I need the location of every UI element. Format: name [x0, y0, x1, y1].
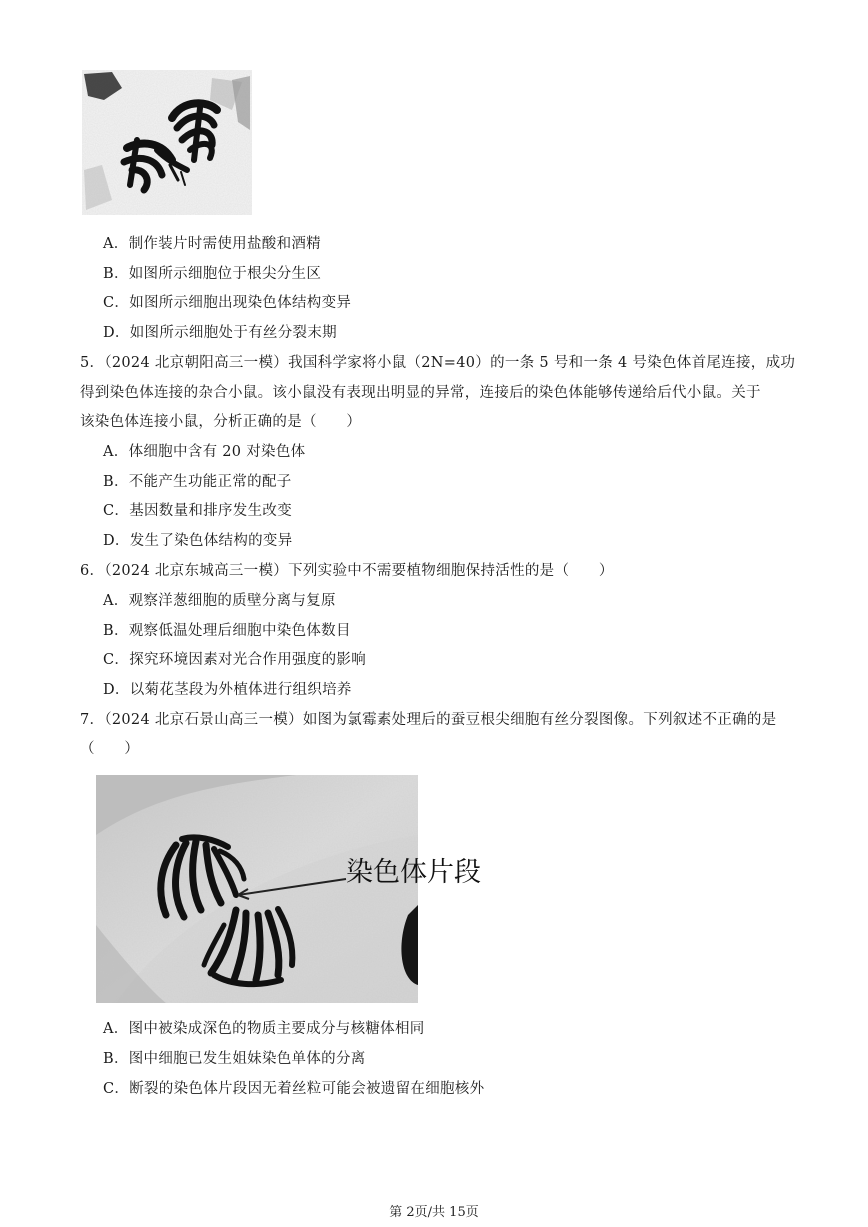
option-d: D．如图所示细胞处于有丝分裂末期: [103, 325, 337, 341]
q5-stem-line: 5．（2024 北京朝阳高三一模）我国科学家将小鼠（2N=40）的一条 5 号和一条 4 号染色体首尾连接，成功: [80, 355, 796, 371]
q7-stem-line: （ ）: [80, 741, 140, 757]
q7-option-c: C．断裂的染色体片段因无着丝粒可能会被遗留在细胞核外: [103, 1081, 485, 1097]
q6-option-b: B．观察低温处理后细胞中染色体数目: [103, 623, 351, 639]
q7-stem-line: 7．（2024 北京石景山高三一模）如图为氯霉素处理后的蚕豆根尖细胞有丝分裂图像。下列叙述不正确的是: [80, 712, 777, 728]
q6-option-c: C．探究环境因素对光合作用强度的影响: [103, 652, 366, 668]
q5-option-c: C．基因数量和排序发生改变: [103, 503, 292, 519]
figure-annotation-label: 染色体片段: [346, 857, 481, 888]
option-b: B．如图所示细胞位于根尖分生区: [103, 266, 322, 282]
chromosome-micrograph-1: [82, 70, 252, 215]
option-c: C．如图所示细胞出现染色体结构变异: [103, 295, 352, 311]
q6-option-a: A．观察洋葱细胞的质壁分离与复原: [103, 593, 336, 609]
page-footer: 第 2页/共 15页: [389, 1205, 479, 1220]
q5-option-a: A．体细胞中含有 20 对染色体: [103, 444, 306, 460]
q6-option-d: D．以菊花茎段为外植体进行组织培养: [103, 682, 352, 698]
option-a: A．制作装片时需使用盐酸和酒精: [103, 236, 321, 252]
q5-option-b: B．不能产生功能正常的配子: [103, 474, 292, 490]
q5-option-d: D．发生了染色体结构的变异: [103, 533, 293, 549]
q5-stem-line: 得到染色体连接的杂合小鼠。该小鼠没有表现出明显的异常，连接后的染色体能够传递给后代小鼠。关于: [80, 385, 761, 401]
q6-stem-line: 6．（2024 北京东城高三一模）下列实验中不需要植物细胞保持活性的是（ ）: [80, 563, 614, 579]
q7-option-b: B．图中细胞已发生姐妹染色单体的分离: [103, 1051, 366, 1067]
q7-option-a: A．图中被染成深色的物质主要成分与核糖体相同: [103, 1021, 425, 1037]
q5-stem-line: 该染色体连接小鼠，分析正确的是（ ）: [80, 414, 362, 430]
